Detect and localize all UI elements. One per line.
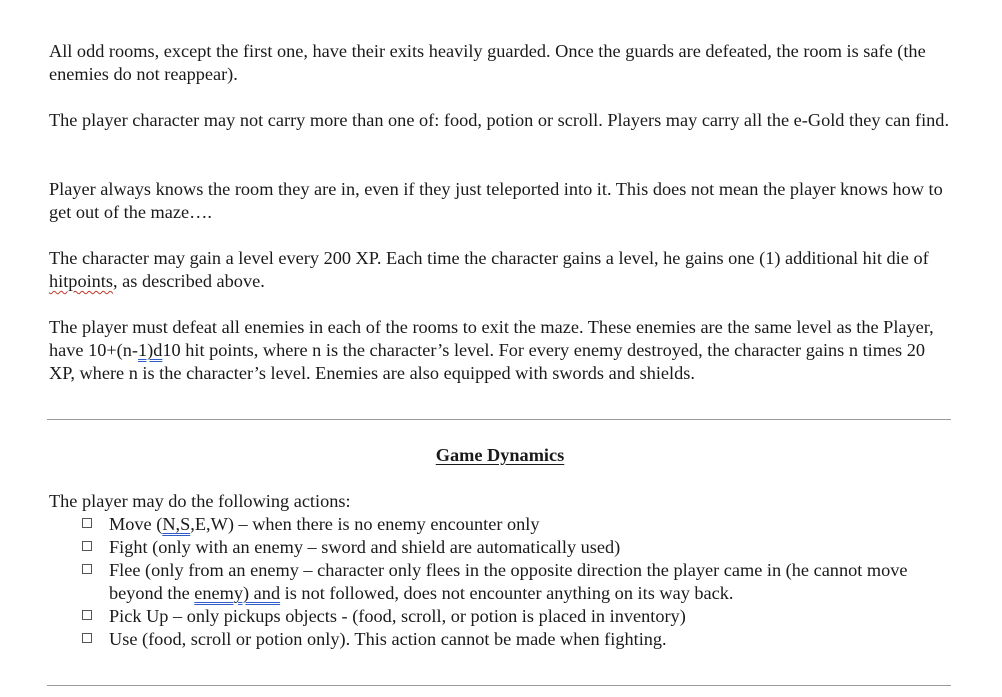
paragraph-guarded-exits: All odd rooms, except the first one, have their exits heavily guarded. Once the guards are defeated, the room is safe (the enemies do not reappear). — [49, 41, 926, 84]
checkbox-bullet-icon — [82, 633, 92, 643]
action-text-end: ,E,W) – when there is no enemy encounter only — [190, 514, 540, 534]
action-text: Fight (only with an enemy – sword and shield are automatically used) — [109, 537, 621, 557]
list-item-move — [82, 513, 942, 536]
horizontal-rule — [47, 419, 951, 420]
paragraph-leveling — [49, 247, 949, 293]
grammar-flagged-text[interactable]: N,S — [162, 514, 191, 534]
paragraph-room-awareness: Player always knows the room they are in, even if they just teleported into it. This does not mean the player knows how to get out of the maze…. — [49, 179, 943, 222]
checkbox-bullet-icon — [82, 541, 92, 551]
paragraph-enemies — [49, 316, 949, 385]
grammar-flagged-text[interactable]: 1)d — [138, 340, 163, 360]
section-heading: Game Dynamics — [435, 445, 565, 465]
actions-list — [82, 513, 942, 651]
horizontal-rule — [47, 685, 951, 686]
actions-intro: The player may do the following actions: — [49, 491, 351, 511]
checkbox-bullet-icon — [82, 564, 92, 574]
action-text: Flee (only from an enemy – character only flees in the opposite direction the player came in (he cannot move beyond the — [109, 560, 908, 603]
spelling-flagged-word[interactable]: hitpoints — [49, 271, 113, 291]
paragraph-enemies-text-end: 10 hit points, where n is the character’s level. For every enemy destroyed, the character gains n times 20 XP, where n is the character’s level. Enemies are also equipped with swords and shields. — [49, 340, 926, 383]
list-item-use — [82, 628, 942, 651]
paragraph-enemies-text: The player must defeat all enemies in each of the rooms to exit the maze. These enemies are the same level as the Player, have 10+(n- — [49, 317, 934, 360]
action-text: Pick Up – only pickups objects - (food, scroll, or potion is placed in inventory) — [109, 606, 686, 626]
action-text: Move ( — [109, 514, 163, 534]
action-text: Use (food, scroll or potion only). This action cannot be made when fighting. — [109, 629, 667, 649]
action-text-end: is not followed, does not encounter anything on its way back. — [280, 583, 734, 603]
list-item-pick-up — [82, 605, 942, 628]
list-item-flee — [82, 559, 942, 605]
paragraph-leveling-text: The character may gain a level every 200 XP. Each time the character gains a level, he gains one (1) additional hit die of — [49, 248, 929, 268]
paragraph-carry-limits: The player character may not carry more than one of: food, potion or scroll. Players may carry all the e-Gold they can find. — [49, 110, 950, 130]
list-item-fight — [82, 536, 942, 559]
grammar-flagged-text[interactable]: enemy) and — [194, 583, 281, 603]
paragraph-leveling-text-end: , as described above. — [113, 271, 265, 291]
checkbox-bullet-icon — [82, 610, 92, 620]
checkbox-bullet-icon — [82, 518, 92, 528]
